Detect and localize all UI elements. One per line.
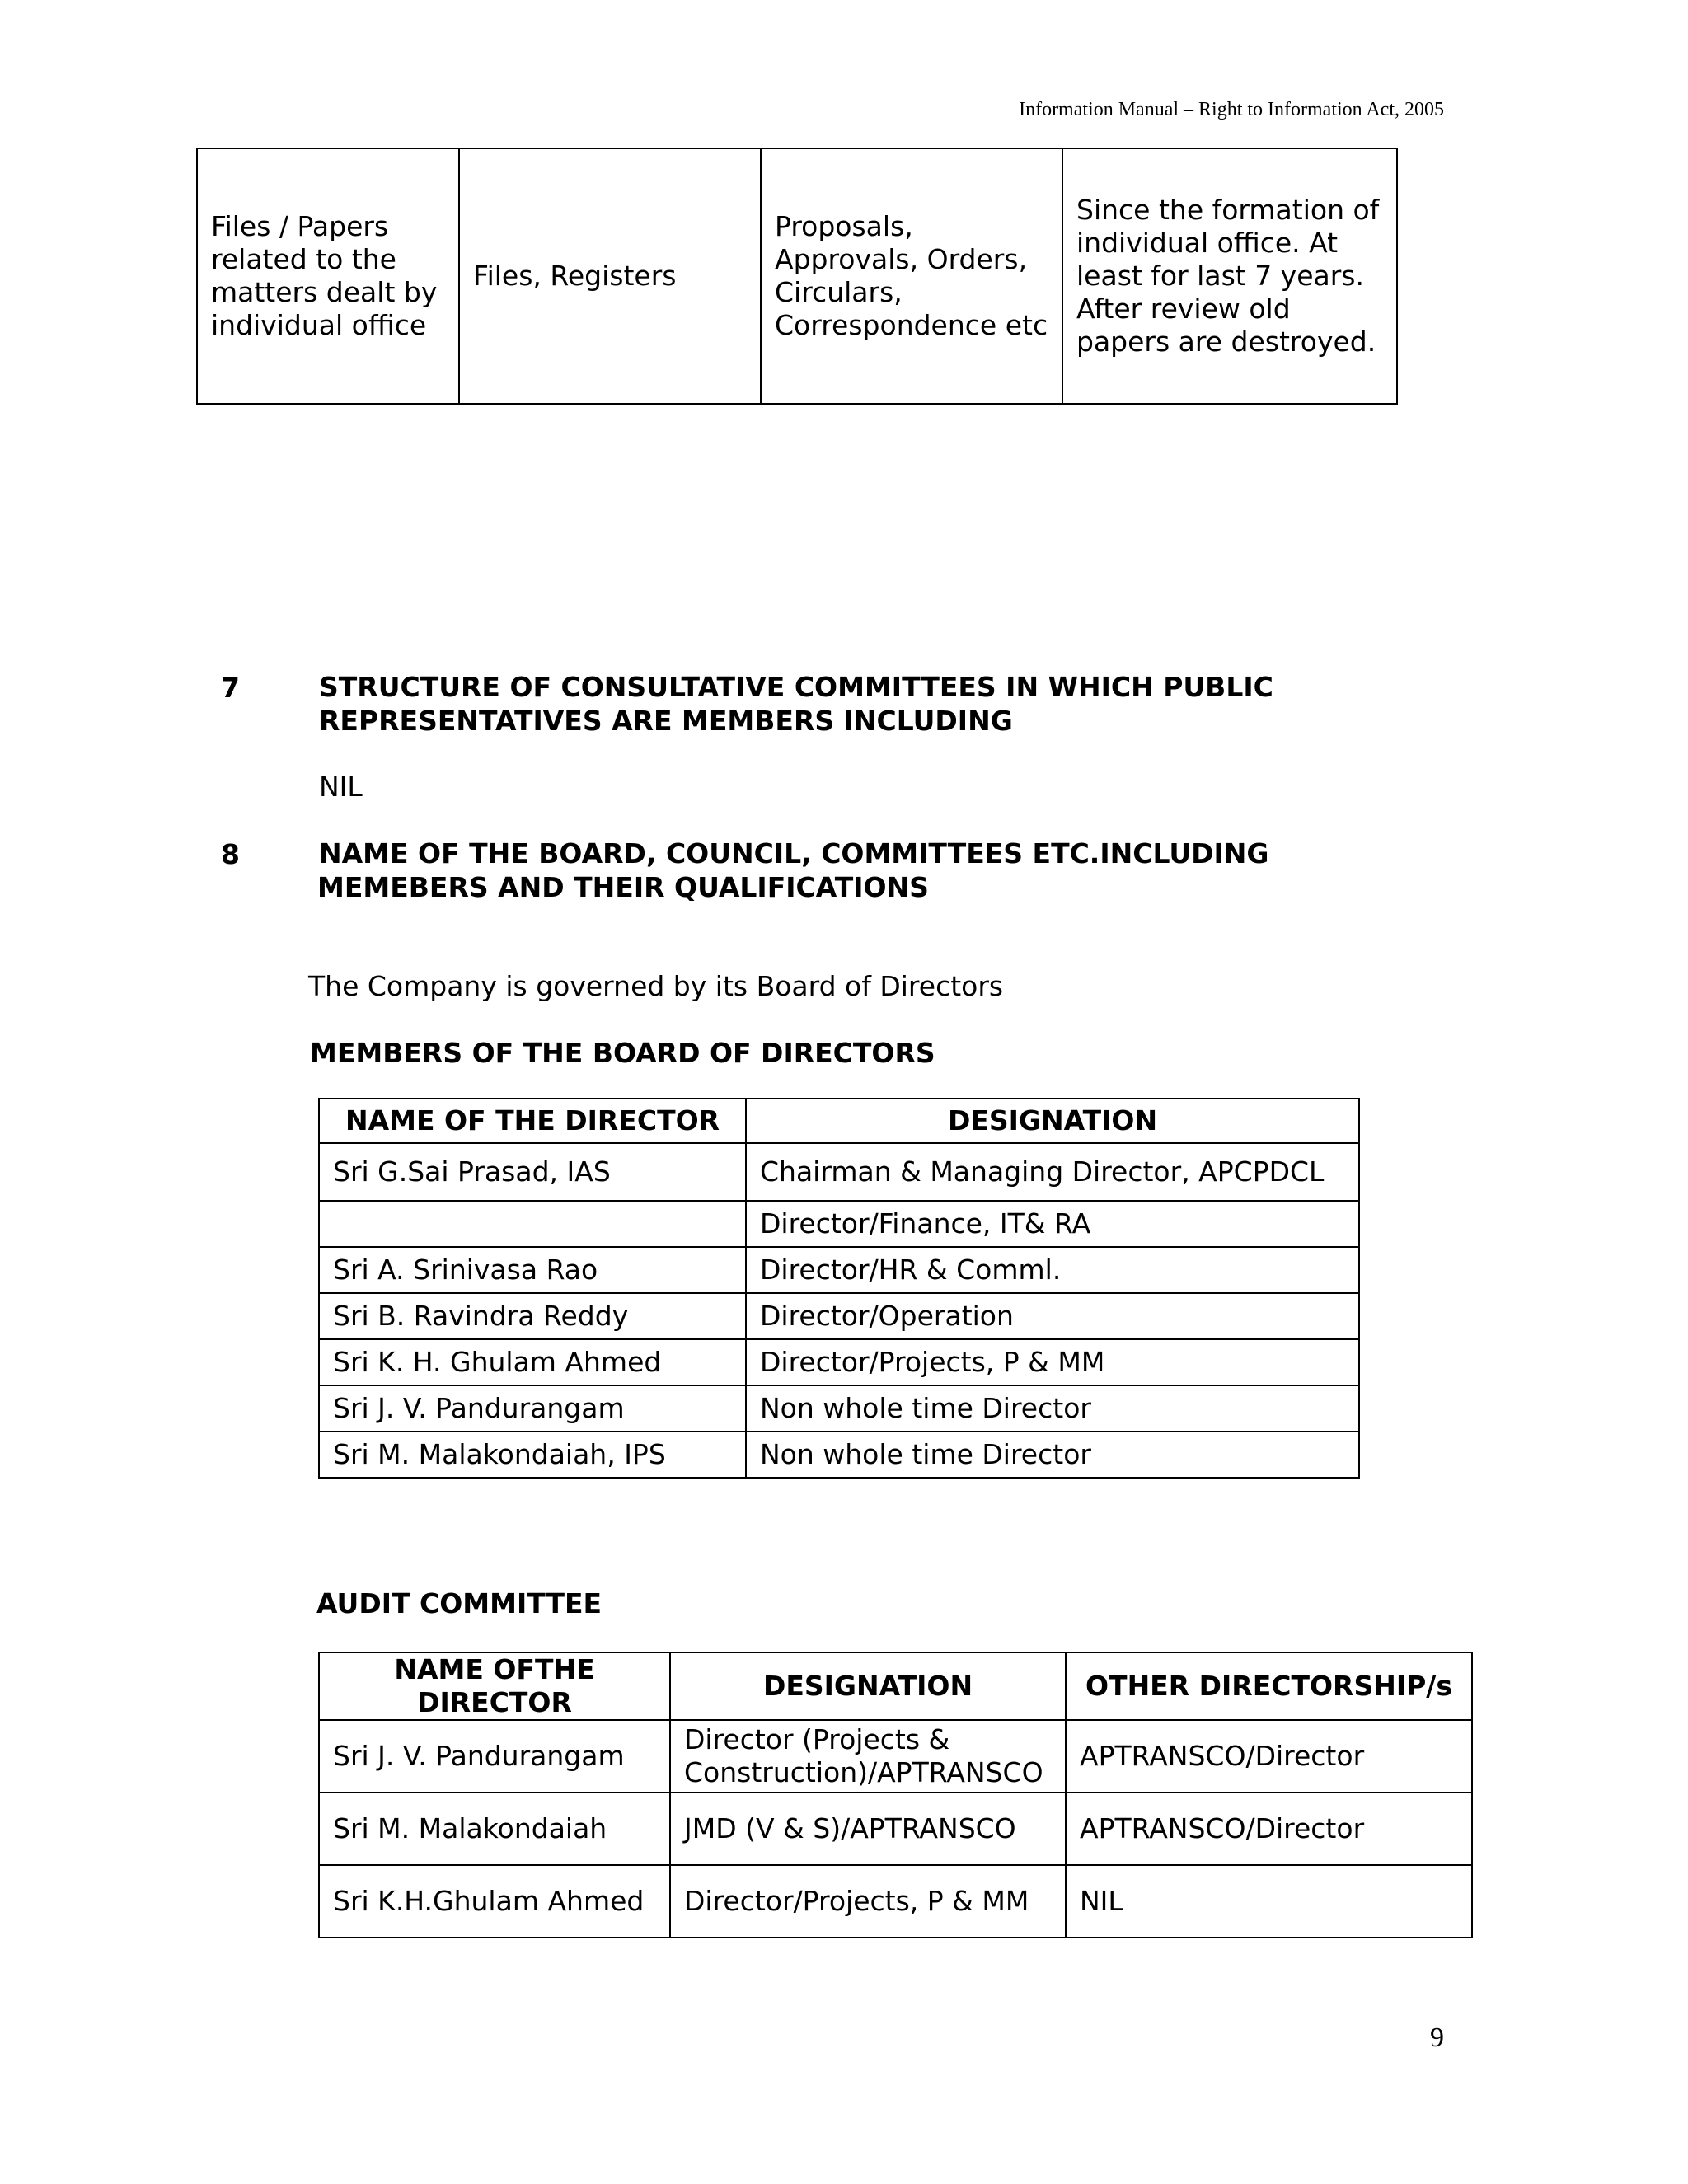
table-row (319, 1432, 1359, 1478)
table-row (319, 1293, 1359, 1339)
column-header-other-directorships: OTHER DIRECTORSHIP/s (1066, 1652, 1472, 1720)
audit-member-name: Sri M. Malakondaiah (319, 1793, 670, 1865)
table-header-row (319, 1652, 1472, 1720)
column-header-designation: DESIGNATION (670, 1652, 1066, 1720)
director-name: Sri J. V. Pandurangam (319, 1385, 746, 1432)
audit-committee-heading: AUDIT COMMITTEE (316, 1587, 603, 1619)
table-row (319, 1201, 1359, 1247)
section-8-title-line-1: NAME OF THE BOARD, COUNCIL, COMMITTEES ETC.INCLUDING (319, 837, 1269, 869)
director-name: Sri K. H. Ghulam Ahmed (319, 1339, 746, 1385)
section-7-title-line-2: REPRESENTATIVES ARE MEMBERS INCLUDING (319, 705, 1013, 737)
director-name: Sri M. Malakondaiah, IPS (319, 1432, 746, 1478)
column-header-name: NAME OF THE DIRECTOR (319, 1099, 746, 1143)
table-header-row (319, 1099, 1359, 1143)
table-row (319, 1143, 1359, 1201)
board-table (318, 1098, 1360, 1479)
records-cell-type: Files, Registers (459, 148, 761, 404)
audit-committee-table (318, 1652, 1473, 1938)
board-heading: MEMBERS OF THE BOARD OF DIRECTORS (310, 1037, 935, 1069)
director-designation: Chairman & Managing Director, APCPDCL (746, 1143, 1359, 1201)
section-7-number: 7 (221, 672, 240, 704)
table-row (319, 1720, 1472, 1793)
director-name: Sri A. Srinivasa Rao (319, 1247, 746, 1293)
director-designation: Non whole time Director (746, 1385, 1359, 1432)
audit-member-other-directorship: NIL (1066, 1865, 1472, 1938)
page-number: 9 (1430, 2022, 1444, 2053)
column-header-name: NAME OFTHE DIRECTOR (319, 1652, 670, 1720)
director-designation: Director/Operation (746, 1293, 1359, 1339)
director-designation: Director/HR & Comml. (746, 1247, 1359, 1293)
records-table (196, 148, 1398, 405)
director-name: Sri B. Ravindra Reddy (319, 1293, 746, 1339)
page-header: Information Manual – Right to Information Act, 2005 (1019, 99, 1444, 120)
records-cell-content: Proposals, Approvals, Orders, Circulars, Correspondence etc (761, 148, 1062, 404)
section-8-number: 8 (221, 838, 240, 870)
audit-member-other-directorship: APTRANSCO/Director (1066, 1720, 1472, 1793)
audit-member-designation: Director (Projects & Construction)/APTRANSCO (670, 1720, 1066, 1793)
audit-member-name: Sri K.H.Ghulam Ahmed (319, 1865, 670, 1938)
director-designation: Director/Finance, IT& RA (746, 1201, 1359, 1247)
director-name (319, 1201, 746, 1247)
director-name: Sri G.Sai Prasad, IAS (319, 1143, 746, 1201)
audit-member-designation: Director/Projects, P & MM (670, 1865, 1066, 1938)
table-row (197, 148, 1397, 404)
audit-member-designation: JMD (V & S)/APTRANSCO (670, 1793, 1066, 1865)
section-7-body: NIL (319, 771, 363, 803)
column-header-designation: DESIGNATION (746, 1099, 1359, 1143)
table-row (319, 1793, 1472, 1865)
director-designation: Director/Projects, P & MM (746, 1339, 1359, 1385)
table-row (319, 1385, 1359, 1432)
board-intro-text: The Company is governed by its Board of Directors (308, 970, 1004, 1002)
records-cell-retention: Since the formation of individual office. At least for last 7 years. After review old papers are destroyed. (1062, 148, 1397, 404)
section-8-title-line-2: MEMEBERS AND THEIR QUALIFICATIONS (317, 871, 929, 903)
audit-member-name: Sri J. V. Pandurangam (319, 1720, 670, 1793)
section-7-title-line-1: STRUCTURE OF CONSULTATIVE COMMITTEES IN WHICH PUBLIC (319, 671, 1273, 703)
table-row (319, 1865, 1472, 1938)
table-row (319, 1339, 1359, 1385)
audit-member-other-directorship: APTRANSCO/Director (1066, 1793, 1472, 1865)
table-row (319, 1247, 1359, 1293)
director-designation: Non whole time Director (746, 1432, 1359, 1478)
records-cell-category: Files / Papers related to the matters dealt by individual office (197, 148, 459, 404)
